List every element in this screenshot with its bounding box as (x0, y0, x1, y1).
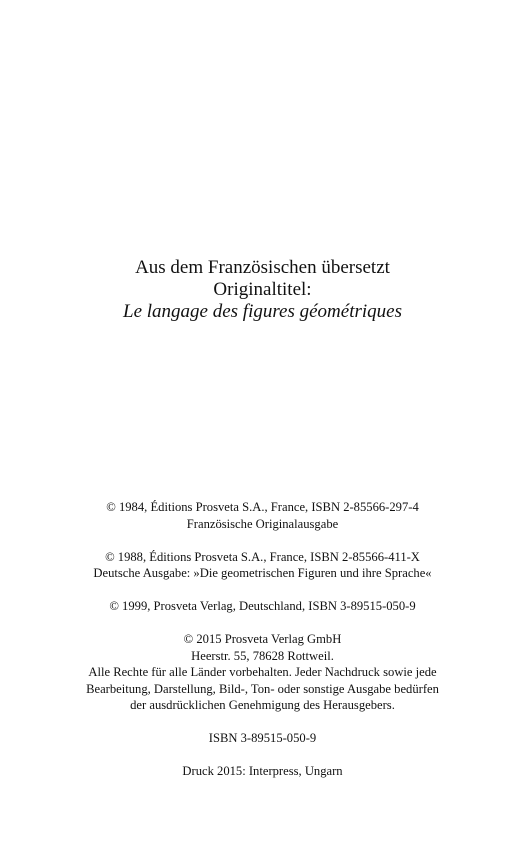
title-block (0, 257, 525, 323)
original-title-label: Originaltitel: (213, 279, 312, 300)
printing-line: Druck 2015: Interpress, Ungarn (182, 764, 343, 778)
copyright-1984-line: © 1984, Éditions Prosveta S.A., France, ISBN 2-85566-297-4 (106, 500, 419, 514)
isbn-line: ISBN 3-89515-050-9 (208, 731, 317, 745)
publisher-address: Heerstr. 55, 78628 Rottweil. (191, 648, 334, 663)
german-edition-note: Deutsche Ausgabe: »Die geometrischen Figuren und ihre Sprache« (93, 566, 432, 580)
rights-line-3: der ausdrücklichen Genehmigung des Herausgebers. (130, 698, 395, 712)
printing-note (0, 763, 525, 780)
rights-line-2: Bearbeitung, Darstellung, Bild-, Ton- oder sonstige Ausgabe bedürfen (86, 681, 439, 696)
rights-line-1: Alle Rechte für alle Länder vorbehalten. Jeder Nachdruck sowie jede (88, 665, 437, 679)
copyright-1999-line: © 1999, Prosveta Verlag, Deutschland, ISBN 3-89515-050-9 (109, 599, 416, 613)
original-title: Le langage des figures géométriques (123, 301, 402, 322)
copyright-1984 (0, 499, 525, 532)
copyright-1988 (0, 549, 525, 582)
original-edition-note: Französische Originalausgabe (186, 516, 339, 531)
publisher-line: © 2015 Prosveta Verlag GmbH (183, 632, 342, 646)
copyright-1988-line: © 1988, Éditions Prosveta S.A., France, ISBN 2-85566-411-X (105, 549, 420, 564)
copyright-1999 (0, 598, 525, 615)
translation-note: Aus dem Französischen übersetzt (135, 257, 390, 278)
copyright-2015 (0, 631, 525, 714)
copyright-imprint (0, 499, 525, 780)
isbn (0, 730, 525, 747)
